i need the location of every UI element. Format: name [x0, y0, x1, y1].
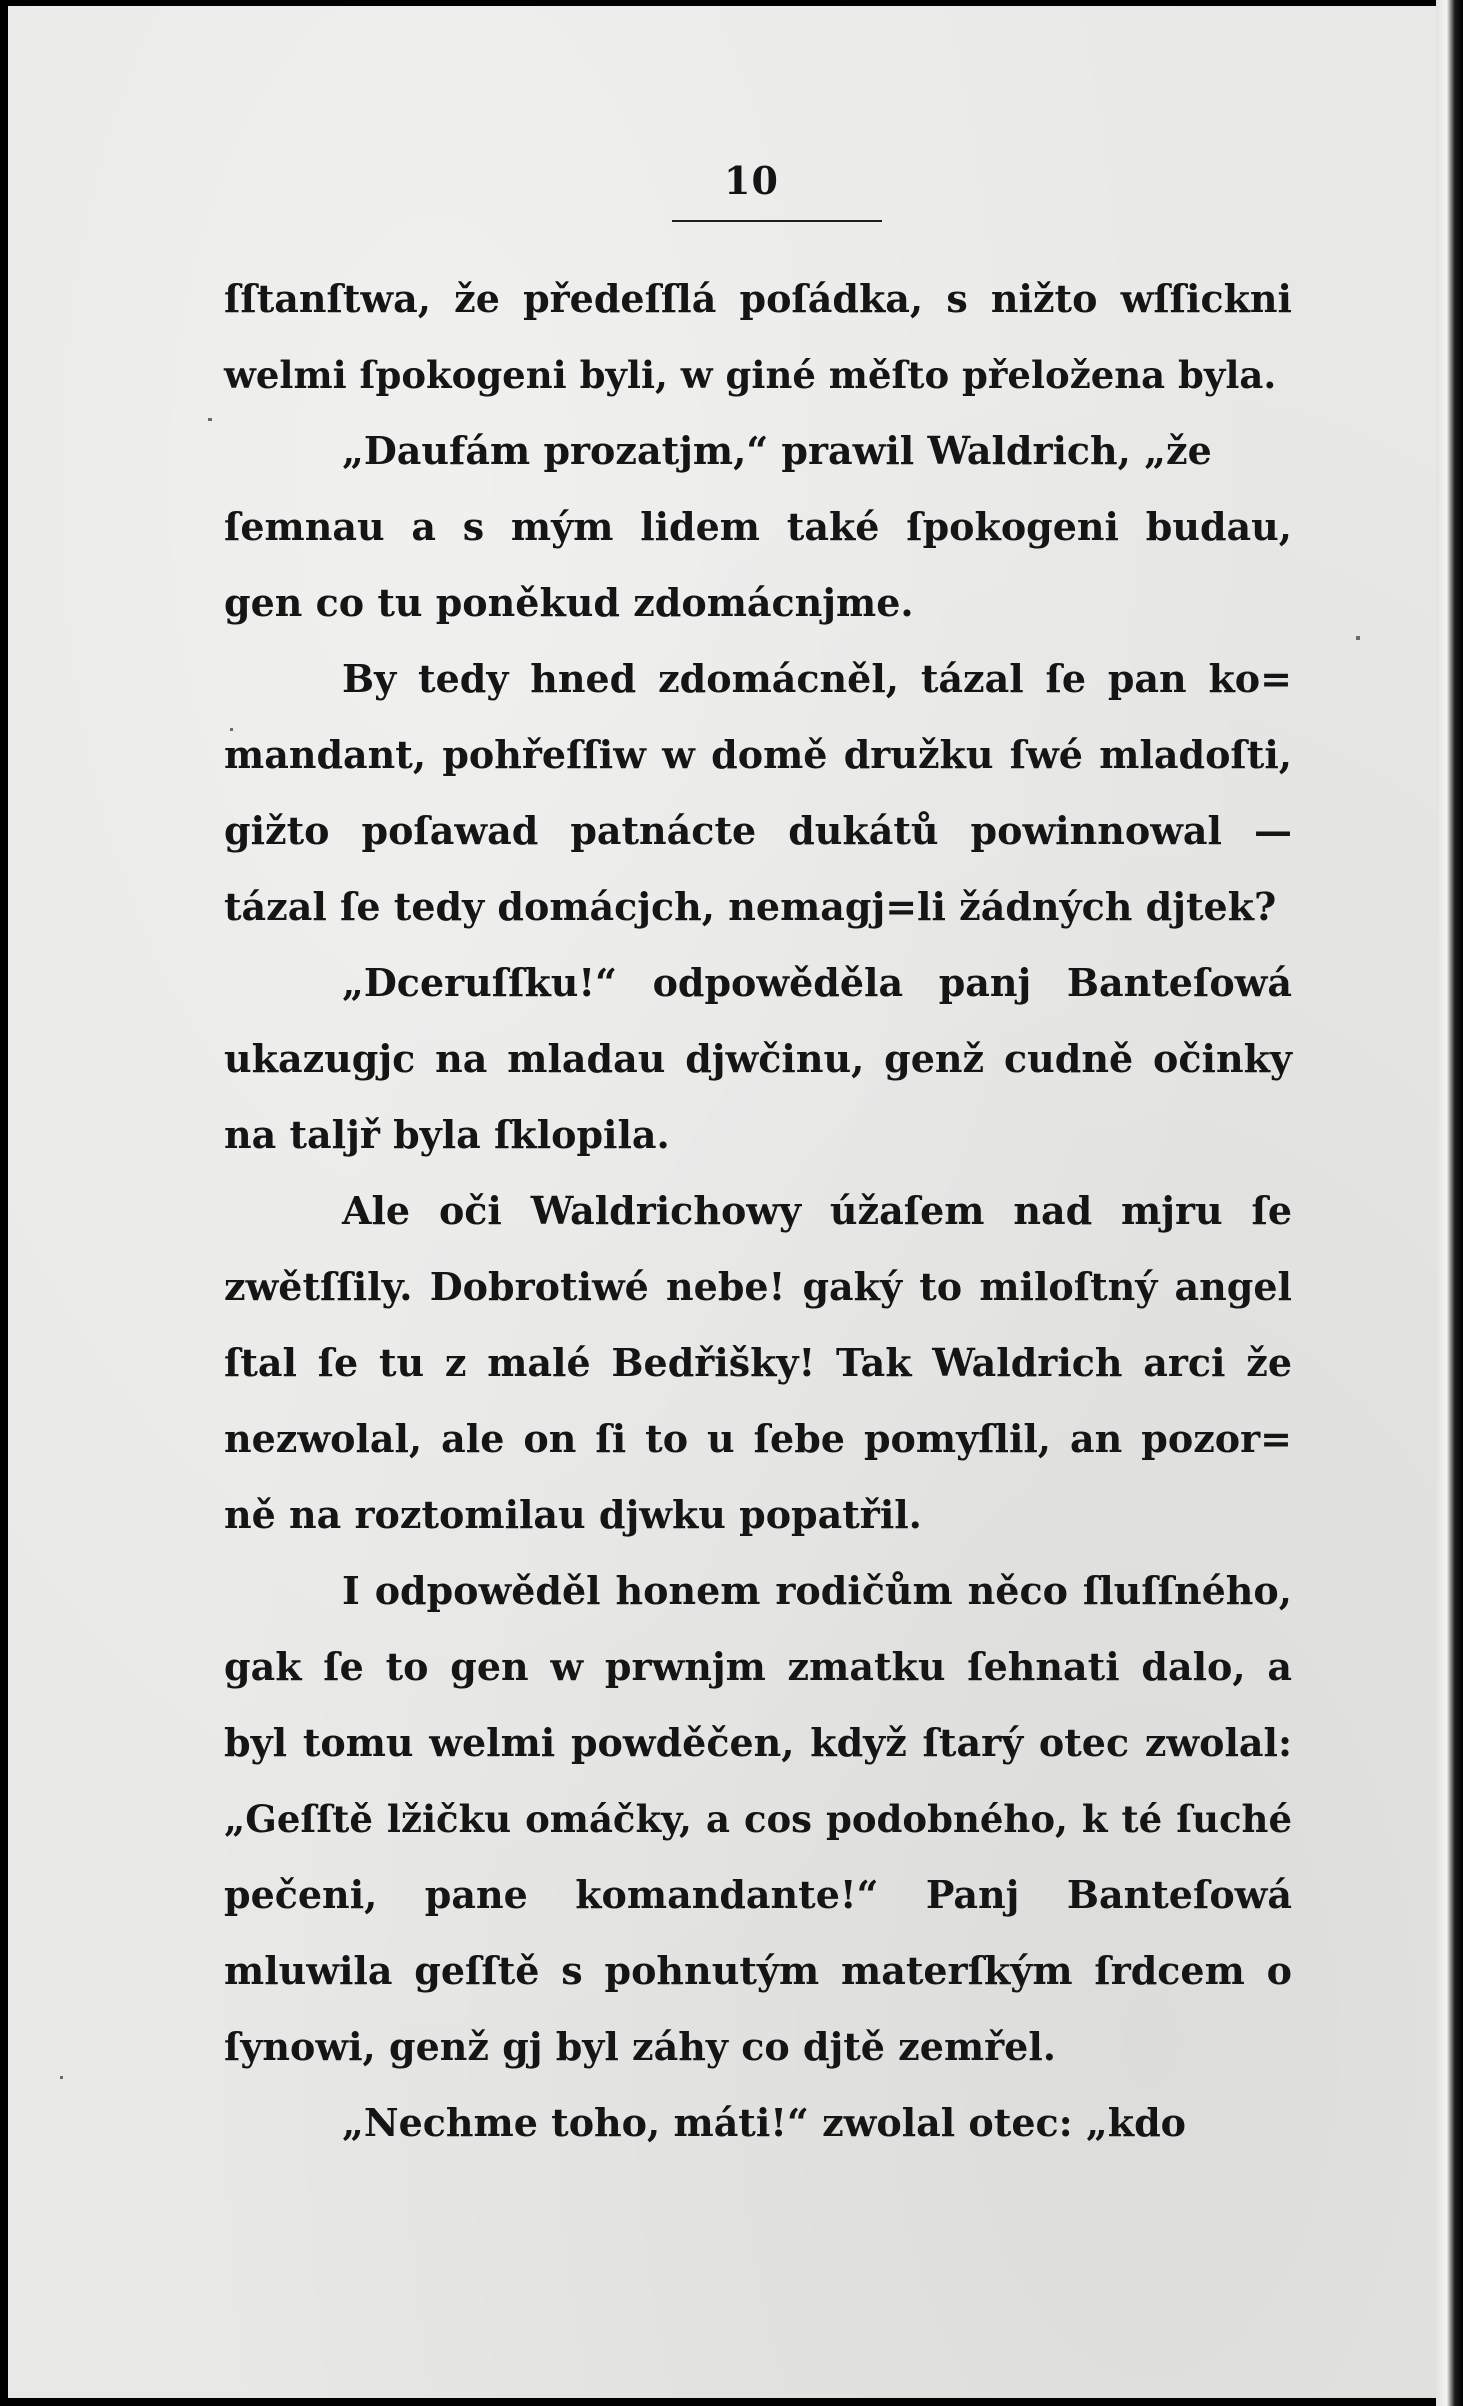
text-line: ſemnau a s mým lidem také ſpokogeni budau, [224, 504, 1292, 549]
page-number-rule [672, 220, 882, 222]
paper-speck [208, 418, 212, 421]
text-line: ſſtanſtwa, že předeſſlá poſádka, s nižto wſſickni [224, 276, 1292, 321]
book-page [8, 6, 1436, 2398]
text-line: welmi ſpokogeni byli, w giné měſto přeložena byla. [224, 353, 1277, 397]
text-line: „Dceruſſku!“ odpowěděla panj Banteſowá [342, 960, 1292, 1005]
text-line: ukazugjc na mladau djwčinu, genž cudně očinky [224, 1036, 1292, 1081]
text-line: ně na roztomilau djwku popatřil. [224, 1492, 922, 1537]
body-text [224, 261, 1292, 2161]
text-line: na taljř byla ſklopila. [224, 1112, 670, 1157]
text-line: I odpowěděl honem rodičům něco ſluſſného, [342, 1568, 1292, 1613]
text-line: byl tomu welmi powděčen, když ſtarý otec zwolal: [224, 1720, 1292, 1765]
text-line: „Daufám prozatjm,“ prawil Waldrich, „že [342, 428, 1212, 473]
text-line: gen co tu poněkud zdomácnjme. [224, 580, 914, 625]
text-line: gižto poſawad patnácte dukátů powinnowal — [224, 808, 1292, 853]
page-number: 10 [724, 158, 779, 203]
text-line: pečeni, pane komandante!“ Panj Banteſowá [224, 1872, 1292, 1917]
text-line: gak ſe to gen w prwnjm zmatku ſehnati dalo, a [224, 1644, 1292, 1689]
text-line: zwětſſily. Dobrotiwé nebe! gaký to miloſtný angel [224, 1264, 1292, 1309]
text-line: By tedy hned zdomácněl, tázal ſe pan ko= [342, 656, 1292, 701]
page-edge-shadow [1436, 0, 1463, 2406]
text-line: „Nechme toho, máti!“ zwolal otec: „kdo [342, 2100, 1186, 2145]
text-line: tázal ſe tedy domácjch, nemagj=li žádných djtek? [224, 884, 1277, 929]
text-line: Ale oči Waldrichowy úžaſem nad mjru ſe [342, 1188, 1292, 1233]
text-line: „Geſſtě lžičku omáčky, a cos podobného, k té ſuché [224, 1797, 1292, 1841]
text-line: ſtal ſe tu z malé Bedřišky! Tak Waldrich arci že [224, 1340, 1292, 1385]
paper-speck [1356, 636, 1360, 640]
text-line: mandant, pohřeſſiw w domě družku ſwé mladoſti, [224, 732, 1292, 777]
text-line: mluwila geſſtě s pohnutým materſkým ſrdcem o [224, 1948, 1292, 1993]
text-line: ſynowi, genž gj byl záhy co djtě zemřel. [224, 2024, 1057, 2069]
text-line: nezwolal, ale on ſi to u ſebe pomyſlil, an pozor= [224, 1416, 1292, 1461]
paper-speck [230, 728, 233, 731]
paper-speck [60, 2076, 63, 2079]
